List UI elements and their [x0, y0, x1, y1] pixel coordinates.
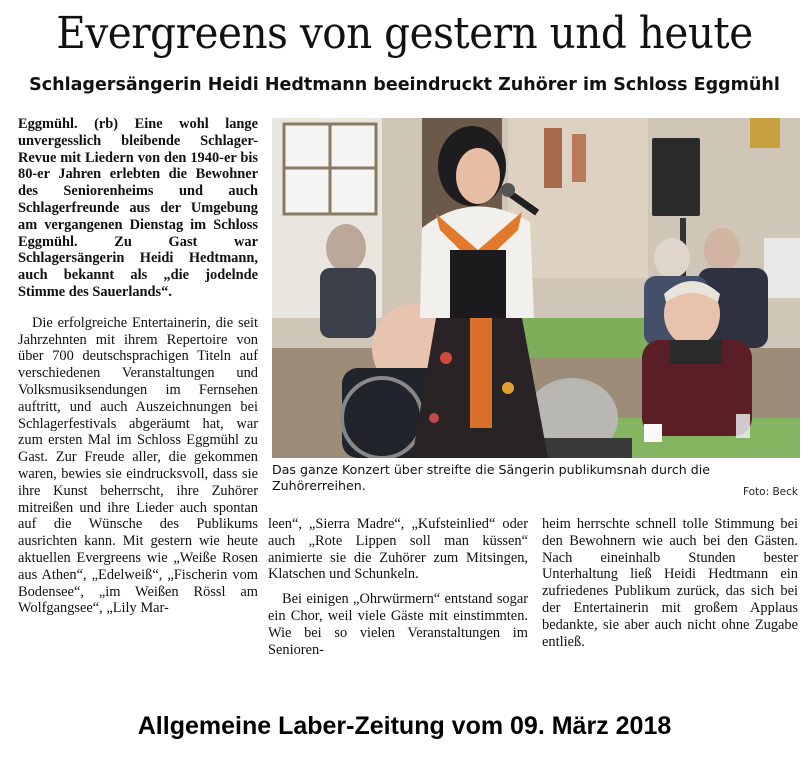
- article-column-1: [18, 116, 258, 617]
- article-lead: [18, 116, 258, 301]
- newspaper-source: Allgemeine Laber-Zeitung vom 09. März 2018: [137, 712, 672, 740]
- concert-photo-illustration: [272, 118, 800, 458]
- body-paragraph: leen“, „Sierra Madre“, „Kufsteinlied“ oder auch „Rote Lippen soll man küssen“ animierte sie die Zuhörer zum Mitsingen, Klatschen und Schunkeln.: [268, 516, 528, 583]
- article-subheadline: Schlagersängerin Heidi Hedtmann beeindruckt Zuhörer im Schloss Eggmühl: [29, 75, 780, 95]
- body-paragraph: Bei einigen „Ohrwürmern“ entstand sogar ein Chor, weil viele Gäste mit einstimmten. Wie bei so vielen Veranstaltungen im Senioren-: [268, 591, 528, 658]
- photo-credit: Foto: Beck: [742, 486, 798, 498]
- body-paragraph: Die erfolgreiche Entertainerin, die seit Jahrzehnten mit ihrem Repertoire von über 700 deutschsprachigen Titeln auf verschiedenen Veranstaltungen und Volksmusiksendungen im Fernsehen auftritt, und auch Auszeichnungen bei Schlagerfestivals abgeräumt hat, war zum ersten Mal im Schloss Eggmühl zu Gast. Zur Freude aller, die gekommen waren, bewies sie eindrucksvoll, dass sie ihre Kunst beherrscht, ihre Zuhörer mitreißen und ihre Lieder auch spontan auf die Wünsche des Publikums ausrichten kann. Mit gestern wie heute aktuellen Evergreens wie „Weiße Rosen aus Athen“, „Edelweiß“, „Fischerin vom Bodensee“, „im Weißen Rössl am Wolfgangsee“, „Lily Mar-: [18, 314, 258, 617]
- concert-photo: [272, 118, 800, 458]
- article-column-3: [542, 516, 798, 650]
- dateline: Eggmühl. (rb): [18, 116, 119, 132]
- article-column-2: [268, 516, 528, 658]
- body-paragraph: heim herrschte schnell tolle Stimmung bei den Bewohnern wie auch bei den Gästen. Nach eineinhalb Stunden bester Unterhaltung ließ Heidi Hedtmann ein zufriedenes Publikum zurück, das sich bei der Entertainerin mit großem Applaus bedankte, sie aber auch nicht ohne Zugabe entließ.: [542, 516, 798, 650]
- lead-text: Eine wohl lange unvergesslich bleibende Schlager-Revue mit Liedern von den 1940-er bis 80-er Jahren erlebten die Bewohner des Seniorenheims und auch Schlagerfreunde aus der Umgebung am vergangenen Dienstag im Schloss Eggmühl. Zu Gast war Schlagersängerin Heidi Hedtmann, auch bekannt als „die jodelnde Stimme des Sauerlands“.: [18, 116, 258, 300]
- photo-caption: Das ganze Konzert über streifte die Sängerin publikumsnah durch die Zuhörerreihen.: [272, 462, 711, 493]
- article-headline: Evergreens von gestern und heute: [56, 8, 753, 59]
